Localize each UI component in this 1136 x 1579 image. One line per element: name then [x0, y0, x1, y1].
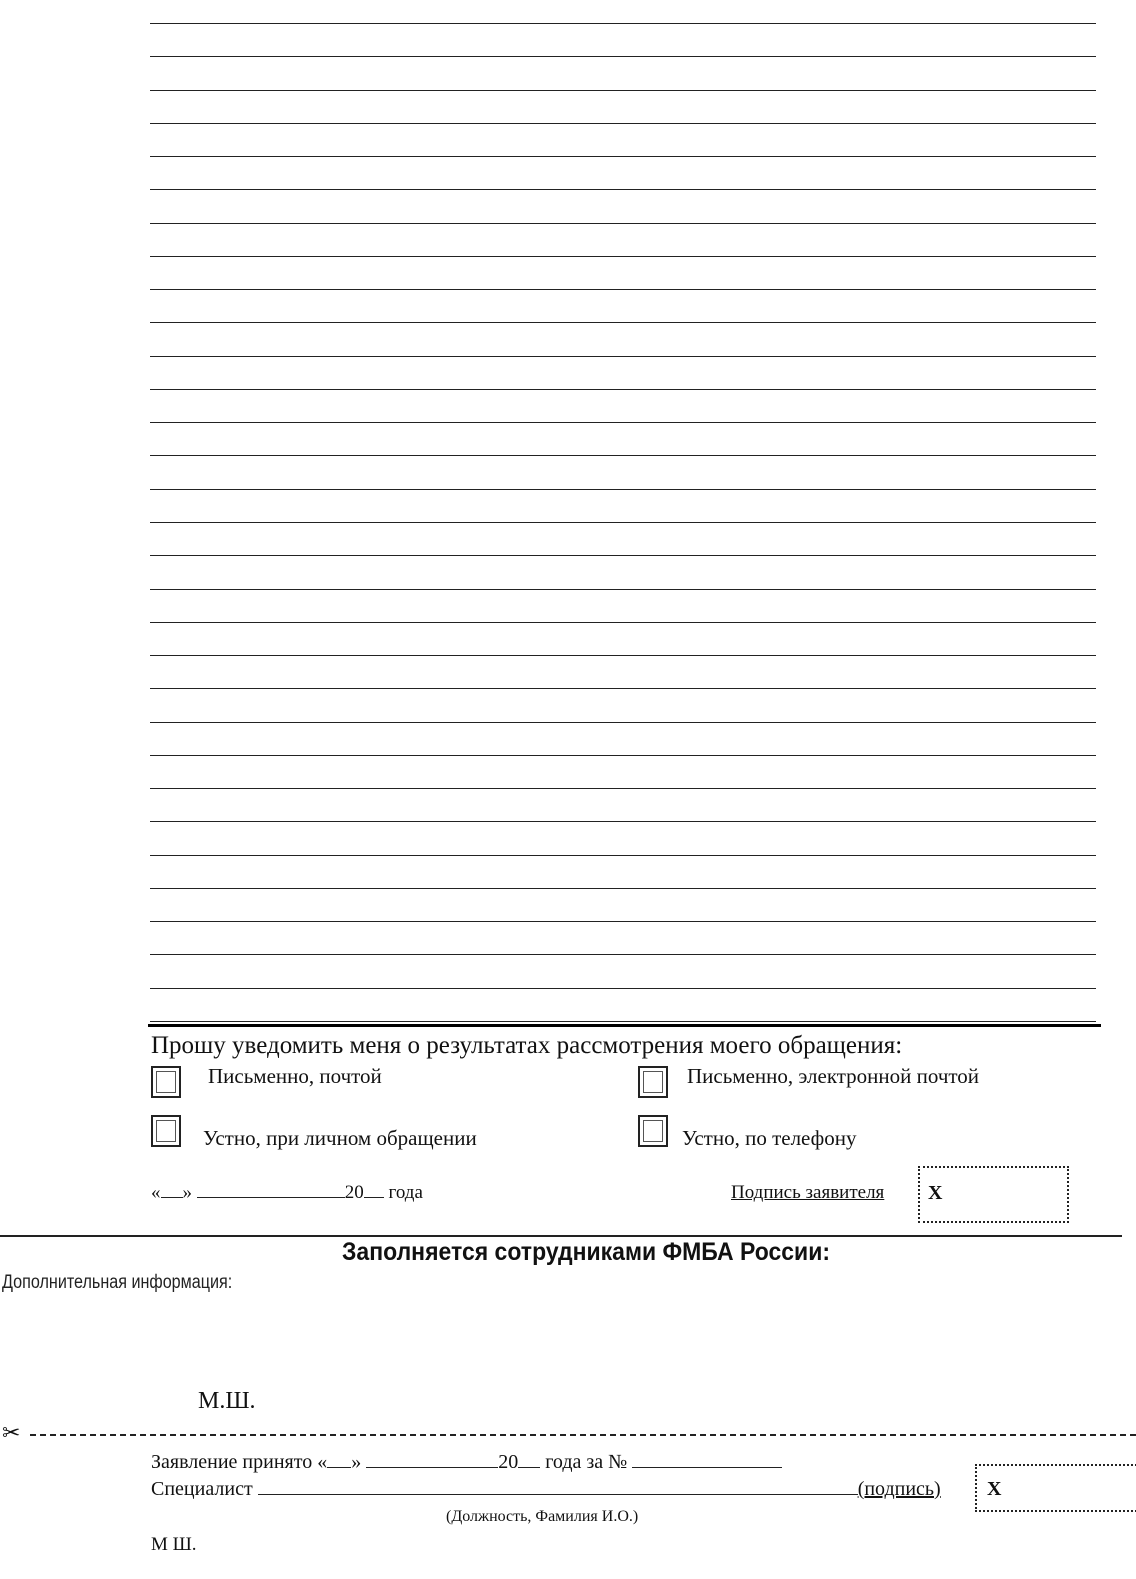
blank-line[interactable] — [150, 688, 1096, 689]
blank-line[interactable] — [150, 23, 1096, 24]
staff-section-separator — [0, 1235, 1122, 1237]
blank-line[interactable] — [150, 755, 1096, 756]
blank-line[interactable] — [150, 988, 1096, 989]
checkbox-mail[interactable] — [151, 1066, 181, 1098]
blank-line[interactable] — [150, 722, 1096, 723]
blank-line[interactable] — [150, 256, 1096, 257]
blank-line[interactable] — [150, 555, 1096, 556]
blank-line[interactable] — [150, 123, 1096, 124]
receipt-number-field[interactable] — [632, 1466, 782, 1468]
blank-line[interactable] — [150, 855, 1096, 856]
blank-line[interactable] — [150, 788, 1096, 789]
blank-line[interactable] — [150, 522, 1096, 523]
month-field[interactable] — [197, 1196, 345, 1198]
signature-hint: (подпись) — [857, 1478, 941, 1500]
receipt-year-prefix: 20 — [498, 1451, 519, 1473]
blank-line[interactable] — [150, 189, 1096, 190]
blank-line[interactable] — [150, 921, 1096, 922]
cut-line — [30, 1434, 1136, 1436]
blank-line[interactable] — [150, 455, 1096, 456]
blank-line[interactable] — [150, 223, 1096, 224]
receipt-accepted-line — [151, 1451, 782, 1474]
option-email-label: Письменно, электронной почтой — [687, 1064, 980, 1088]
specialist-signature-x-mark: X — [987, 1478, 1002, 1500]
receipt-specialist-line — [151, 1478, 941, 1501]
blank-line[interactable] — [150, 422, 1096, 423]
date-suffix: года — [388, 1182, 423, 1203]
blank-line[interactable] — [150, 821, 1096, 822]
specialist-field[interactable] — [258, 1493, 858, 1495]
receipt-month-field[interactable] — [366, 1466, 498, 1468]
applicant-signature-label: Подпись заявителя — [731, 1182, 885, 1203]
blank-line[interactable] — [150, 589, 1096, 590]
additional-info-label: Дополнительная информация: — [2, 1272, 233, 1293]
notify-prompt: Прошу уведомить меня о результатах рассмотрения моего обращения: — [151, 1032, 903, 1059]
receipt-year-field[interactable] — [518, 1466, 540, 1468]
year-prefix: 20 — [344, 1182, 364, 1203]
option-phone-label: Устно, по телефону — [682, 1126, 857, 1150]
blank-line[interactable] — [150, 489, 1096, 490]
accepted-prefix: Заявление принято « — [151, 1451, 328, 1473]
position-hint: (Должность, Фамилия И.О.) — [446, 1508, 639, 1525]
checkbox-in-person[interactable] — [151, 1115, 181, 1147]
day-field[interactable] — [161, 1196, 183, 1198]
signature-x-mark: X — [928, 1182, 943, 1204]
date-close-quote: » — [182, 1182, 192, 1203]
blank-line[interactable] — [150, 622, 1096, 623]
date-open-quote: « — [151, 1182, 161, 1203]
stamp-placeholder: М.Ш. — [198, 1388, 256, 1414]
blank-line[interactable] — [150, 356, 1096, 357]
blank-line[interactable] — [150, 56, 1096, 57]
blank-line[interactable] — [150, 156, 1096, 157]
blank-line[interactable] — [150, 322, 1096, 323]
option-mail-label: Письменно, почтой — [208, 1064, 382, 1088]
staff-section-title: Заполняется сотрудниками ФМБА России: — [342, 1238, 831, 1266]
blank-line[interactable] — [150, 1021, 1096, 1022]
scissors-icon: ✂ — [2, 1420, 21, 1445]
accepted-close-quote: » — [351, 1451, 362, 1473]
year-field[interactable] — [364, 1196, 384, 1198]
receipt-day-field[interactable] — [327, 1466, 351, 1468]
checkbox-phone[interactable] — [638, 1115, 668, 1147]
blank-line[interactable] — [150, 655, 1096, 656]
checkbox-email[interactable] — [638, 1066, 668, 1098]
blank-line[interactable] — [150, 888, 1096, 889]
blank-line[interactable] — [150, 389, 1096, 390]
option-in-person-label: Устно, при личном обращении — [203, 1126, 477, 1150]
blank-line[interactable] — [150, 954, 1096, 955]
specialist-label: Специалист — [151, 1478, 253, 1500]
number-label: года за № — [545, 1451, 628, 1473]
receipt-stamp-placeholder: М Ш. — [151, 1534, 197, 1555]
blank-line[interactable] — [150, 289, 1096, 290]
blank-line[interactable] — [150, 90, 1096, 91]
section-divider — [148, 1024, 1101, 1027]
application-date — [151, 1182, 423, 1204]
